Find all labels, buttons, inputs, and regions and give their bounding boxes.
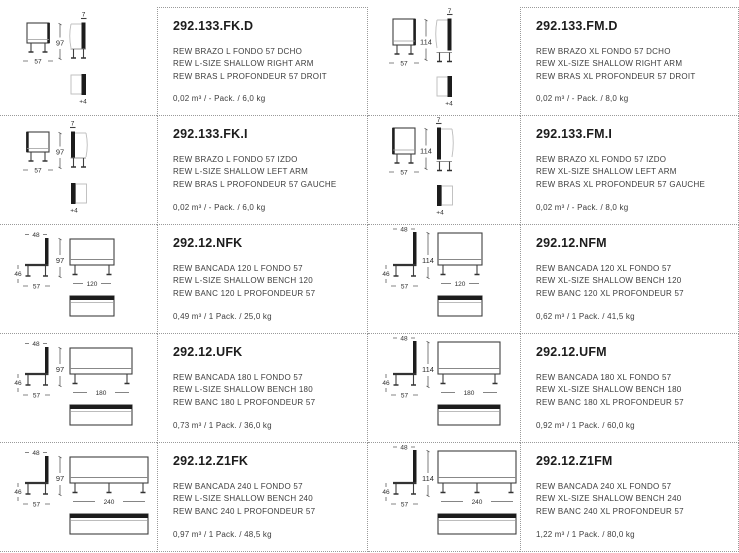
desc-fr: REW BANC 120 L PROFONDEUR 57 (173, 288, 316, 298)
dim-height: 114 (422, 365, 434, 374)
desc-fr: REW BANC 240 XL PROFONDEUR 57 (536, 506, 684, 516)
product-descriptions (536, 263, 728, 300)
dim-front-width: 57 (34, 58, 42, 66)
desc-es: REW BRAZO XL FONDO 57 DCHO (536, 47, 671, 56)
dim-height: 114 (420, 146, 432, 156)
product-descriptions (536, 481, 728, 518)
desc-es: REW BANCADA 240 XL FONDO 57 (536, 482, 672, 491)
desc-fr: REW BANC 240 L PROFONDEUR 57 (173, 506, 316, 516)
dim-arm-top: 7 (436, 116, 441, 124)
product-card-29212ufm (520, 334, 739, 443)
arm-left-xl-diagram (368, 116, 520, 224)
dim-arm-top: 7 (81, 11, 86, 19)
desc-fr: REW BANC 120 XL PROFONDEUR 57 (536, 288, 684, 298)
desc-en: REW L-SIZE SHALLOW BENCH 180 (173, 385, 313, 395)
dim-front-width: 57 (400, 169, 408, 177)
pack-info: 0,62 m³ / 1 Pack. / 41,5 kg (536, 312, 635, 321)
dim-foot-offset: +4 (436, 209, 444, 217)
product-descriptions (173, 372, 357, 409)
dim-seat-height: 46 (382, 489, 390, 496)
desc-es: REW BANCADA 240 L FONDO 57 (173, 482, 303, 491)
dim-height: 97 (55, 147, 65, 157)
dim-depth: 57 (32, 392, 41, 400)
pack-info: 0,73 m³ / 1 Pack. / 36,0 kg (173, 421, 272, 430)
product-card-29212z1fk (157, 443, 368, 552)
dim-seat-depth: 48 (400, 335, 408, 343)
dim-height: 114 (420, 37, 432, 47)
pack-info: 0,02 m³ / - Pack. / 6,0 kg (173, 203, 266, 212)
desc-es: REW BANCADA 180 L FONDO 57 (173, 373, 303, 382)
product-card-29212nfm (520, 225, 739, 334)
desc-es: REW BRAZO L FONDO 57 IZDO (173, 155, 298, 164)
product-descriptions (536, 372, 728, 409)
bench-240-l-diagram (0, 443, 157, 551)
desc-fr: REW BANC 180 L PROFONDEUR 57 (173, 397, 316, 407)
desc-en: REW XL-SIZE SHALLOW BENCH 240 (536, 494, 682, 504)
product-code: 292.12.Z1FK (173, 454, 249, 468)
product-card-29212nfk (157, 225, 368, 334)
product-card-29212z1fm (520, 443, 739, 552)
drawing-bench-180-xl (368, 334, 520, 443)
bench-180-l-diagram (0, 334, 157, 442)
dim-foot-offset: +4 (70, 207, 78, 215)
bench-180-xl-diagram (368, 334, 520, 442)
drawing-arm-right-l (0, 7, 157, 116)
product-code: 292.12.UFM (536, 345, 607, 359)
arm-left-l-diagram (0, 116, 157, 224)
drawing-bench-120-xl (368, 225, 520, 334)
bench-120-xl-diagram (368, 225, 520, 333)
dim-seat-depth: 48 (400, 226, 408, 234)
bench-120-l-diagram (0, 225, 157, 333)
desc-es: REW BRAZO XL FONDO 57 IZDO (536, 155, 667, 164)
product-descriptions (173, 46, 357, 83)
arm-right-xl-diagram (368, 7, 520, 115)
dim-length: 120 (454, 281, 466, 288)
dim-seat-height: 46 (14, 380, 22, 387)
dim-length: 180 (95, 390, 107, 397)
dim-seat-height: 46 (14, 271, 22, 278)
product-code: 292.12.UFK (173, 345, 243, 359)
dim-depth: 57 (32, 283, 41, 291)
dim-depth: 57 (400, 501, 409, 509)
desc-en: REW XL-SIZE SHALLOW RIGHT ARM (536, 59, 683, 69)
dim-seat-depth: 48 (400, 444, 408, 452)
desc-fr: REW BRAS L PROFONDEUR 57 DROIT (173, 71, 327, 81)
desc-fr: REW BANC 180 XL PROFONDEUR 57 (536, 397, 684, 407)
pack-info: 1,22 m³ / 1 Pack. / 80,0 kg (536, 530, 635, 539)
pack-info: 0,49 m³ / 1 Pack. / 25,0 kg (173, 312, 272, 321)
desc-es: REW BRAZO L FONDO 57 DCHO (173, 47, 303, 56)
dim-height: 97 (55, 365, 65, 374)
desc-en: REW XL-SIZE SHALLOW LEFT ARM (536, 167, 677, 177)
product-descriptions (536, 46, 728, 83)
dim-foot-offset: +4 (79, 98, 87, 106)
dim-length: 240 (471, 499, 483, 506)
dim-length: 240 (103, 499, 115, 506)
dim-height: 114 (422, 256, 434, 265)
bench-240-xl-diagram (368, 443, 520, 551)
product-descriptions (536, 154, 728, 191)
drawing-arm-left-xl (368, 116, 520, 225)
desc-es: REW BANCADA 180 XL FONDO 57 (536, 373, 672, 382)
dim-length: 120 (86, 281, 98, 288)
dim-seat-depth: 48 (32, 232, 40, 239)
dim-height: 97 (55, 474, 65, 483)
product-descriptions (173, 154, 357, 191)
pack-info: 0,02 m³ / - Pack. / 8,0 kg (536, 94, 629, 103)
desc-es: REW BANCADA 120 XL FONDO 57 (536, 264, 672, 273)
dim-front-width: 57 (400, 60, 408, 68)
dim-height: 114 (422, 474, 434, 483)
pack-info: 0,02 m³ / - Pack. / 8,0 kg (536, 203, 629, 212)
desc-fr: REW BRAS XL PROFONDEUR 57 GAUCHE (536, 179, 706, 189)
dim-arm-top: 7 (447, 7, 452, 15)
dim-length: 180 (463, 390, 475, 397)
drawing-bench-180-l (0, 334, 157, 443)
desc-en: REW L-SIZE SHALLOW LEFT ARM (173, 167, 309, 177)
dim-foot-offset: +4 (445, 100, 453, 108)
drawing-bench-240-l (0, 443, 157, 552)
pack-info: 0,02 m³ / - Pack. / 6,0 kg (173, 94, 266, 103)
pack-info: 0,97 m³ / 1 Pack. / 48,5 kg (173, 530, 272, 539)
dim-depth: 57 (32, 501, 41, 509)
pack-info: 0,92 m³ / 1 Pack. / 60,0 kg (536, 421, 635, 430)
product-code: 292.133.FK.D (173, 19, 254, 33)
product-card-292133fmd (520, 7, 739, 116)
dim-height: 97 (55, 256, 65, 265)
dim-seat-depth: 48 (32, 341, 40, 348)
product-code: 292.12.NFK (173, 236, 243, 250)
drawing-bench-120-l (0, 225, 157, 334)
product-descriptions (173, 481, 357, 518)
product-code: 292.133.FM.I (536, 127, 613, 141)
drawing-arm-right-xl (368, 7, 520, 116)
desc-es: REW BANCADA 120 L FONDO 57 (173, 264, 303, 273)
desc-en: REW L-SIZE SHALLOW BENCH 120 (173, 276, 313, 286)
dim-depth: 57 (400, 392, 409, 400)
product-card-29212ufk (157, 334, 368, 443)
dim-arm-top: 7 (70, 120, 75, 128)
arm-right-l-diagram (0, 7, 157, 115)
desc-en: REW L-SIZE SHALLOW RIGHT ARM (173, 59, 314, 69)
dim-seat-height: 46 (14, 489, 22, 496)
dim-seat-height: 46 (382, 271, 390, 278)
dim-height: 97 (55, 38, 65, 48)
product-code: 292.12.Z1FM (536, 454, 613, 468)
desc-fr: REW BRAS XL PROFONDEUR 57 DROIT (536, 71, 696, 81)
drawing-bench-240-xl (368, 443, 520, 552)
product-code: 292.12.NFM (536, 236, 607, 250)
product-card-292133fmi (520, 116, 739, 225)
dim-front-width: 57 (34, 167, 42, 175)
drawing-arm-left-l (0, 116, 157, 225)
product-code: 292.133.FM.D (536, 19, 618, 33)
product-card-292133fkd (157, 7, 368, 116)
dim-depth: 57 (400, 283, 409, 291)
dim-seat-depth: 48 (32, 450, 40, 457)
desc-fr: REW BRAS L PROFONDEUR 57 GAUCHE (173, 179, 337, 189)
desc-en: REW L-SIZE SHALLOW BENCH 240 (173, 494, 313, 504)
product-card-292133fki (157, 116, 368, 225)
product-code: 292.133.FK.I (173, 127, 248, 141)
desc-en: REW XL-SIZE SHALLOW BENCH 180 (536, 385, 682, 395)
product-descriptions (173, 263, 357, 300)
desc-en: REW XL-SIZE SHALLOW BENCH 120 (536, 276, 682, 286)
dim-seat-height: 46 (382, 380, 390, 387)
